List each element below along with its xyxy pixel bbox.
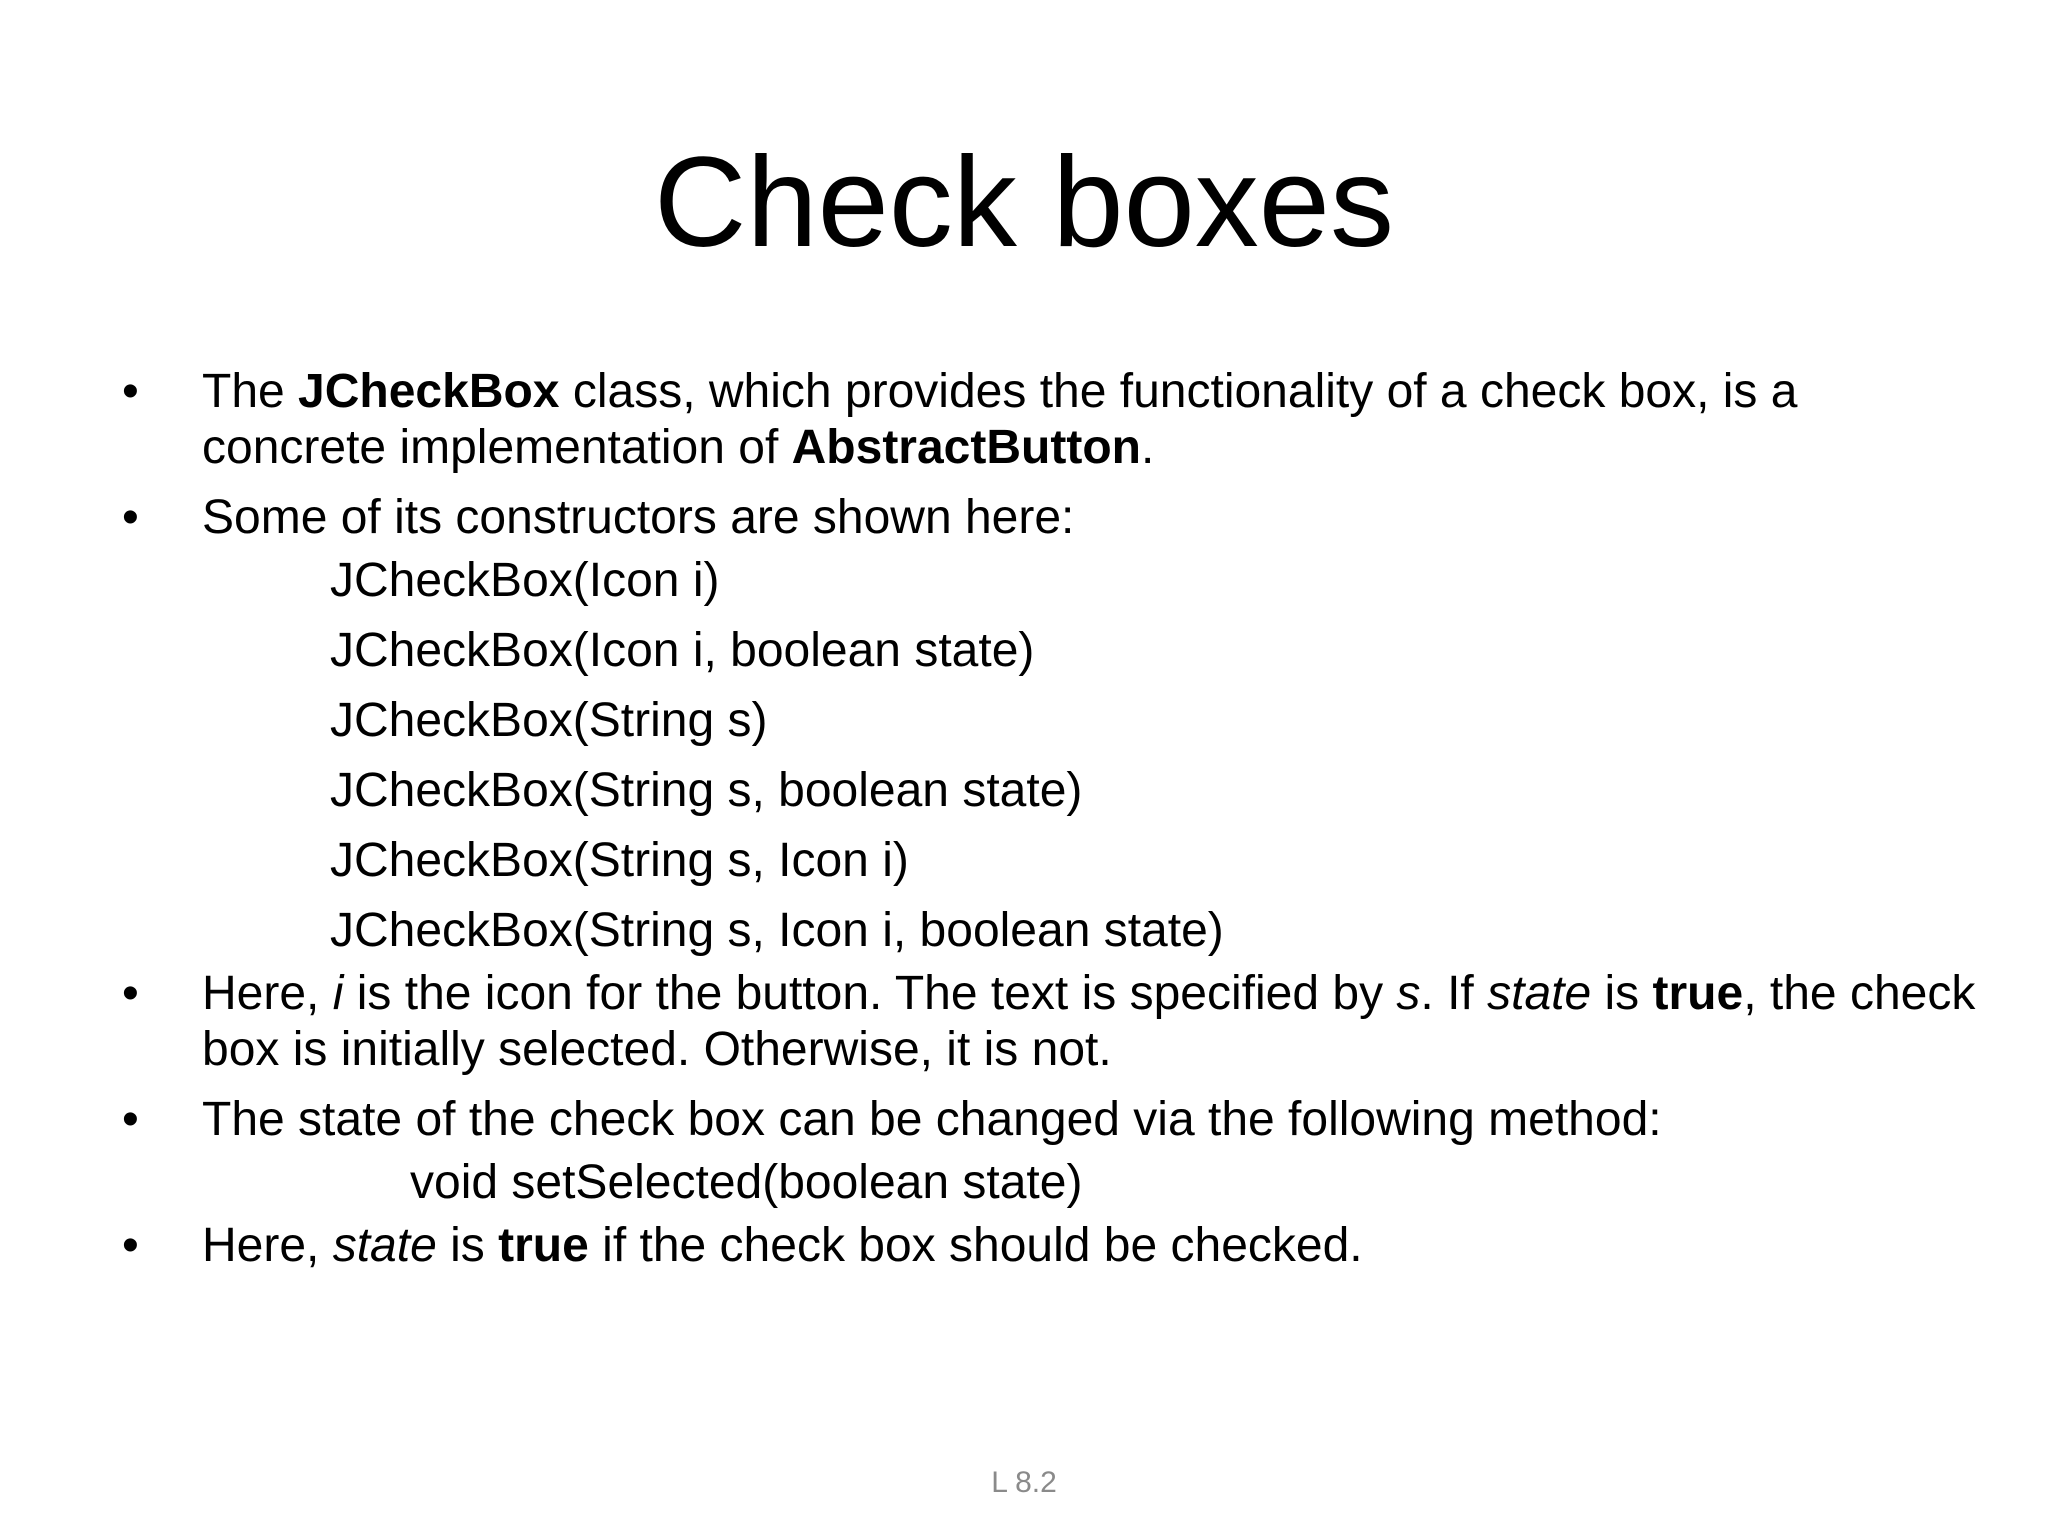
text-run: . If xyxy=(1420,967,1488,1020)
bullet-text xyxy=(202,365,1797,474)
constructor-line: JCheckBox(String s) xyxy=(330,694,768,747)
text-run: is xyxy=(1591,967,1653,1020)
bullet-dot-icon: • xyxy=(122,1219,139,1272)
text-run: if the check box should be checked. xyxy=(588,1219,1363,1272)
bullet-parameters xyxy=(122,966,1982,1078)
slide-number: L 8.2 xyxy=(991,1466,1057,1499)
slide-body xyxy=(122,364,1982,1288)
text-run: . xyxy=(1140,421,1155,474)
constructor-line: JCheckBox(Icon i) xyxy=(330,554,720,607)
text-run: class, which provides the functionality of a check box, is a concrete implementation of xyxy=(202,365,1798,474)
bold-keyword: true xyxy=(1652,967,1744,1020)
text-run: The xyxy=(202,365,299,418)
text-run: is xyxy=(436,1219,499,1272)
bullet-dot-icon: • xyxy=(122,491,139,544)
text-run: Here, xyxy=(202,1219,333,1272)
bullet-text: The state of the check box can be changed via the following method: xyxy=(202,1093,1662,1146)
bold-class-name: JCheckBox xyxy=(298,365,560,418)
italic-param: s xyxy=(1396,967,1421,1020)
bullet-state-change xyxy=(122,1092,1982,1148)
slide-title: Check boxes xyxy=(654,131,1394,274)
bold-class-name: AbstractButton xyxy=(791,421,1141,474)
bullet-dot-icon: • xyxy=(122,1093,139,1146)
bullet-text xyxy=(202,967,1975,1076)
bullet-jcheckbox-intro xyxy=(122,364,1982,476)
bullet-text xyxy=(202,1219,1363,1272)
bullet-dot-icon: • xyxy=(122,365,139,418)
text-run: Here, xyxy=(202,967,333,1020)
constructor-line: JCheckBox(Icon i, boolean state) xyxy=(330,624,1035,677)
italic-param: i xyxy=(332,967,344,1020)
constructor-line: JCheckBox(String s, boolean state) xyxy=(330,764,1083,817)
bullet-state-true xyxy=(122,1218,1982,1274)
constructor-line: JCheckBox(String s, Icon i) xyxy=(330,834,909,887)
italic-param: state xyxy=(1487,967,1592,1020)
bullet-dot-icon: • xyxy=(122,967,139,1020)
method-line: void setSelected(boolean state) xyxy=(410,1156,1083,1209)
bullet-constructors xyxy=(122,490,1982,546)
constructor-line: JCheckBox(String s, Icon i, boolean state) xyxy=(330,904,1224,957)
bold-keyword: true xyxy=(498,1219,589,1272)
text-run: is the icon for the button. The text is specified by xyxy=(343,967,1397,1020)
italic-param: state xyxy=(332,1219,437,1272)
text-run: , the check box is initially selected. Otherwise, it is not. xyxy=(202,967,1976,1076)
bullet-text: Some of its constructors are shown here: xyxy=(202,491,1075,544)
